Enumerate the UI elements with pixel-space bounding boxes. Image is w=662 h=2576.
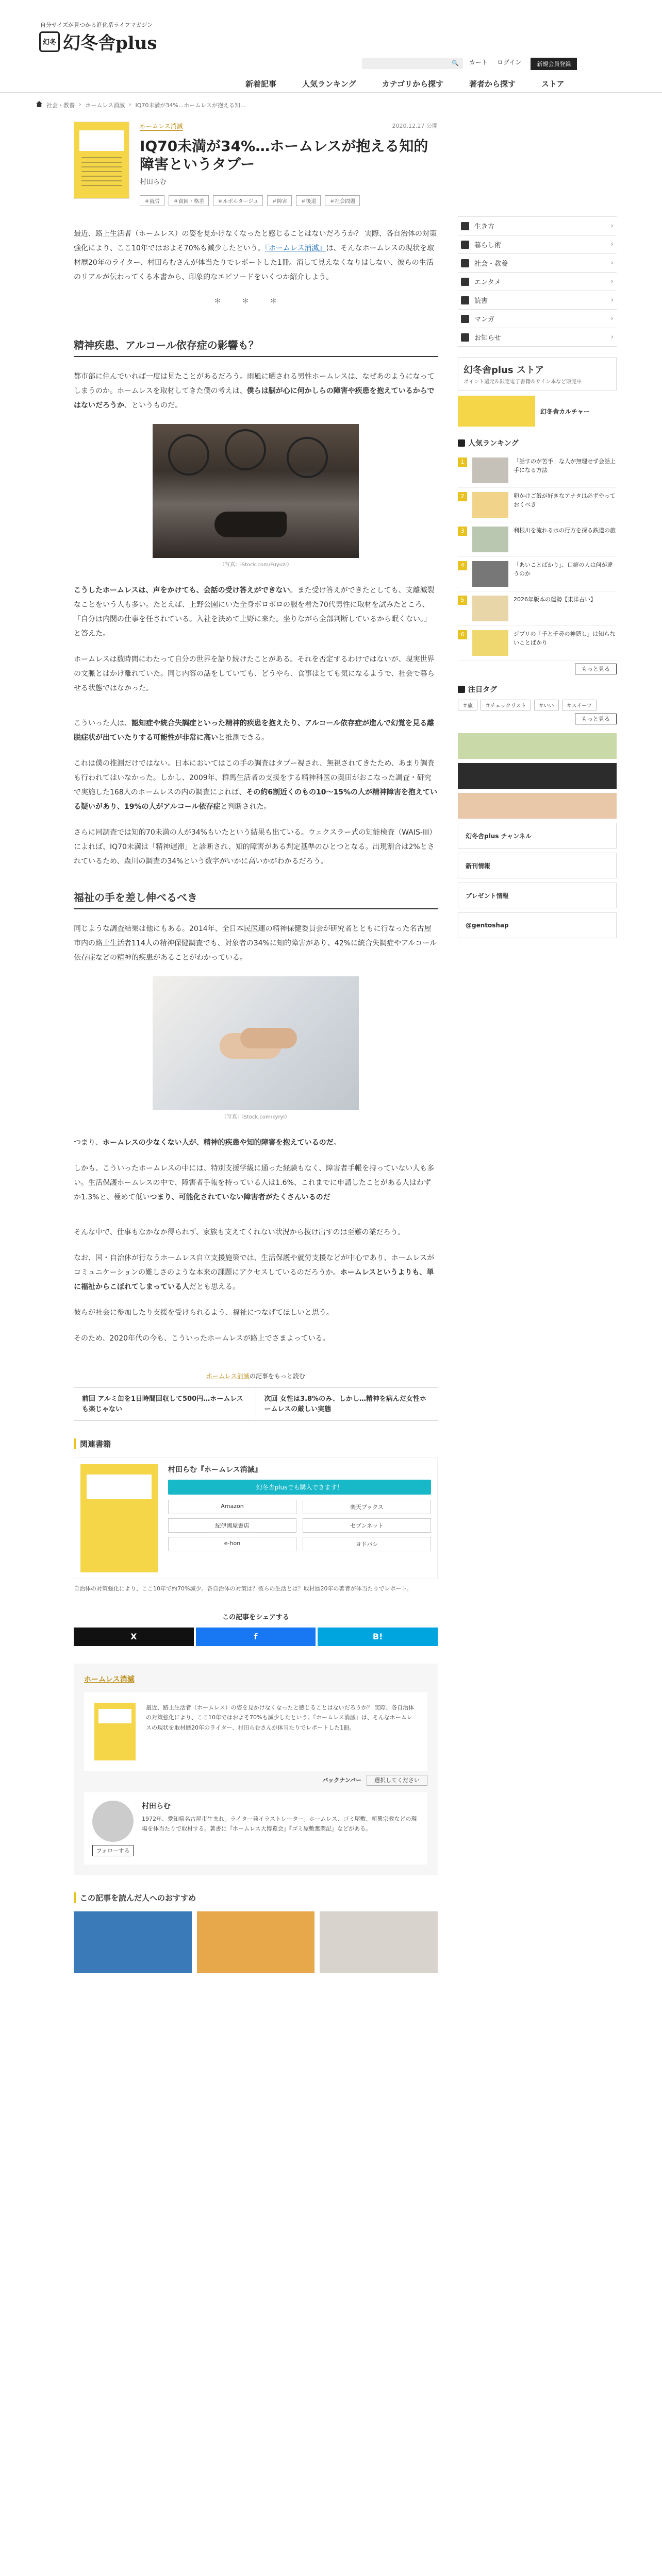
paragraph: これは僕の推測だけではない。日本においてはこの手の調査はタブー視され、無視されてきたため、あまり調査も行われてはいなかった。しかし、2009年、群馬生活者の支援をする精神科医の奥田がおこなった調査・研究で実施した168人のホームレスの内の調査によれば、その約6割近くのもの10〜15%の人が精神障害を抱えている疑いがあり、19%の人がアルコール依存症と判断された。 [74, 759, 438, 811]
category-icon [461, 278, 469, 286]
store-links [168, 1500, 431, 1551]
nav-ranking[interactable]: 人気ランキング [302, 79, 356, 89]
paragraph: 同じような調査結果は他にもある。2014年、全日本民医連の精神保健委員会が研究者とともに行なった名古屋市内の路上生活者114人の精神保健調査でも、対象者の34%に知的障害があり、42%に統合失調症やアルコール依存症などの精神的疾患があることがわかっている。 [74, 925, 437, 962]
share-label: この記事をシェアする [222, 1613, 289, 1621]
paragraph: こういった人は、認知症や統合失調症といった精神的疾患を抱えたり、アルコール依存症が進んで幻覚を見る離脱症状が出ていたりする可能性が非常に高いと推測できる。 [74, 719, 435, 742]
author-name[interactable]: 村田らむ [142, 1802, 171, 1810]
section-heading: 福祉の手を差し伸べるべき [74, 889, 438, 909]
nav-store[interactable]: ストア [541, 79, 565, 89]
global-nav [242, 78, 568, 89]
breadcrumb-item: IQ70未満が34%...ホームレスが抱える知... [135, 102, 246, 109]
book-cover-image[interactable] [74, 122, 129, 199]
tags-more-button[interactable]: もっと見る [458, 715, 617, 723]
ranking-list [458, 453, 617, 660]
category-icon [461, 315, 469, 323]
category-item[interactable]: お知らせ › [458, 328, 617, 347]
paragraph: ホームレスは数時間にわたって自分の世界を語り続けたことがある。それを否定するわけではないが、現実世界の文脈とはかけ離れていた。同じ内容の話をしていても、どうやら、食事はとても気になるようで、社会で暮らせる状態ではなかった。 [74, 655, 435, 692]
recommended-thumb[interactable] [320, 1911, 438, 1973]
series-box [74, 1664, 438, 1875]
store-link[interactable]: e-hon [168, 1537, 296, 1551]
article-photo-hands [153, 976, 359, 1110]
share-facebook-button[interactable]: f [196, 1628, 316, 1646]
series-link[interactable]: ホームレス消滅 [140, 123, 183, 130]
paragraph: 最近、路上生活者（ホームレス）の姿を見かけなくなったと感じることはないだろうか？ 実際、各自治体の対策強化により、ここ10年ではおよそ70%も減少したという。『ホームレス消滅』は、そんなホームレスの現状を取材歴20年のライター、村田らむさんが体当たりでレポートした1冊。消して見えなくなりはしない、彼らの生活のリアルが伝わってくる本書から、印象的なエピソードをいくつか紹介しよう。 [74, 230, 437, 281]
ranking-item[interactable]: 3 利根川を流れる水の行方を探る鉄道の旅 [458, 522, 617, 557]
tag[interactable]: ＃後退 [296, 195, 321, 206]
store-link[interactable]: 紀伊國屋書店 [168, 1518, 296, 1533]
ranking-item[interactable]: 1 「話すのが苦手」な人が無理せず会話上手になる方法 [458, 453, 617, 488]
tags-heading: 注目タグ [458, 684, 617, 694]
header-links [469, 58, 577, 70]
related-book-cover[interactable] [80, 1464, 158, 1572]
section-heading: 精神疾患、アルコール依存症の影響も？ [74, 337, 438, 357]
new-release-banner[interactable]: 新刊情報 [458, 853, 617, 878]
promo-banner[interactable] [458, 763, 617, 789]
backnumber: バックナンバー 選択してください [84, 1776, 427, 1784]
related-book-description: 自治体の対策強化により、ここ10年で約70%減少。各自治体の対策は？彼らの生活とは？取材歴20年の著者が体当たりでレポート。 [74, 1585, 412, 1592]
store-link[interactable]: ヨドバシ [303, 1537, 431, 1551]
follow-button[interactable]: フォローする [92, 1845, 134, 1856]
channel-banner[interactable]: 幻冬舎plus チャンネル [458, 823, 617, 849]
tag[interactable]: ＃いい [534, 700, 559, 710]
culture-banner[interactable]: 幻冬舎カルチャー [458, 396, 617, 427]
article-hero [74, 122, 438, 206]
share-bookmark-button[interactable]: B! [318, 1628, 438, 1646]
series-description: 最近、路上生活者（ホームレス）の姿を見かけなくなったと感じることはないだろうか？ 実際、各自治体の対策強化により、ここ10年ではおよそ70%も減少したという。『ホームレス消滅』は、そんなホームレスの現状を取材歴20年のライター、村田らむさんが体当たりでレポートした1冊。 [146, 1704, 415, 1732]
photo-caption: （写真：iStock.com/kyryl） [221, 1114, 290, 1120]
store-banner[interactable]: 幻冬舎plus ストア ポイント還元＆限定電子書籍＆サイン本など販売中 [458, 357, 617, 391]
share-x-button[interactable]: X [74, 1628, 194, 1646]
tag[interactable]: ＃社会問題 [325, 195, 360, 206]
paragraph: なお、国・自治体が行なうホームレス自立支援施策では、生活保護や就労支援などが中心であり、ホームレスがコミュニケーションの難しさのような本来の課題にアクセスしているのだろうか。ホームレスというよりも、単に福祉からこぼれてしまっている人だとも思える。 [74, 1254, 435, 1291]
site-logo[interactable] [39, 29, 157, 54]
recommended-thumb[interactable] [197, 1911, 315, 1973]
category-icon [461, 241, 469, 249]
author-avatar [92, 1801, 134, 1842]
article-pager [74, 1387, 438, 1421]
login-link[interactable]: ログイン [497, 59, 522, 66]
tag[interactable]: ＃就労 [140, 195, 164, 206]
article-tags [140, 195, 428, 206]
buy-plus-button[interactable]: 幻冬舎plusでも購入できます！ [168, 1480, 431, 1495]
article-body [74, 227, 438, 1346]
readers-heading: この記事を読んだ人へのおすすめ [74, 1892, 438, 1903]
series-cover[interactable] [94, 1703, 136, 1760]
ranking-item[interactable]: 5 2026年版本の運勢【東洋占い】 [458, 591, 617, 626]
promo-banner[interactable] [458, 733, 617, 759]
category-icon [461, 259, 469, 267]
home-icon[interactable] [36, 101, 42, 107]
category-icon [461, 333, 469, 342]
book-link[interactable]: 『ホームレス消滅』 [264, 244, 326, 252]
category-item[interactable]: 社会・教養 › [458, 254, 617, 273]
cart-link[interactable]: カート [469, 59, 488, 66]
category-item[interactable]: エンタメ › [458, 273, 617, 291]
next-article-link[interactable]: 次回 女性は3.8%のみ、しかし…精神を病んだ女性ホームレスの厳しい実態 [264, 1395, 426, 1413]
search-input[interactable] [362, 58, 463, 69]
ranking-item[interactable]: 2 卵かけご飯が好きなアナタは必ずやっておくべき [458, 488, 617, 522]
nav-category[interactable]: カテゴリから探す [382, 79, 443, 89]
search-icon[interactable]: 🔍 [452, 60, 459, 66]
tag[interactable]: ＃旅 [458, 700, 477, 710]
paragraph: 都市部に住んでいれば一度は見たことがあるだろう。雨風に晒される男性ホームレスは、なぜあのようになってしまうのか。ホームレスを取材してきた僕の考えは、僕らは脳が心に何かしらの障害や疾患を抱えているからではないだろうか、というものだ。 [74, 372, 435, 410]
store-link[interactable]: セブンネット [303, 1518, 431, 1533]
sidebar [458, 216, 617, 938]
logo-mark-icon: 幻冬 [39, 31, 60, 52]
category-list [458, 216, 617, 347]
paragraph: つまり、ホームレスの少なくない人が、精神的疾患や知的障害を抱えているのだ。 [74, 1139, 341, 1147]
series-box-title[interactable]: ホームレス消滅 [84, 1675, 135, 1684]
related-book-title[interactable]: 村田らむ『ホームレス消滅』 [168, 1466, 262, 1474]
prev-article-link[interactable]: 前回 アルミ缶を1日時間回収して500円…ホームレスも楽じゃない [74, 1388, 256, 1420]
tag[interactable]: ＃スイーツ [562, 700, 597, 710]
category-item[interactable]: 生き方 › [458, 217, 617, 235]
ranking-item[interactable]: 4 「あいことばかり」、口癖の人は何が違うのか [458, 557, 617, 591]
ranking-more-button[interactable]: もっと見る [458, 665, 617, 673]
tag[interactable]: ＃障害 [267, 195, 292, 206]
tag-cloud [458, 700, 617, 710]
crown-icon [458, 439, 465, 447]
breadcrumb: 社会・教養 › ホームレス消滅 › IQ70未満が34%...ホームレスが抱える知... [36, 101, 245, 109]
register-button[interactable]: 新規会員登録 [531, 58, 577, 70]
article-author[interactable]: 村田らむ [140, 178, 167, 186]
related-book [74, 1458, 438, 1579]
author-box [84, 1792, 427, 1865]
site-tagline: 自分サイズが見つかる進化系ライフマガジン [40, 22, 153, 28]
ranking-heading: 人気ランキング [458, 438, 617, 448]
recommended-thumb[interactable] [74, 1911, 192, 1973]
photo-caption: （写真：iStock.com/Fuyuzi） [219, 562, 292, 568]
category-item[interactable]: 読書 › [458, 291, 617, 310]
category-icon [461, 222, 469, 230]
series-more-link[interactable]: ホームレス消滅の記事をもっと読む [206, 1372, 305, 1380]
paragraph: そのため、2020年代の今も、こういったホームレスが路上でさまよっている。 [74, 1334, 330, 1343]
logo-text: 幻冬舎plus [63, 33, 157, 54]
category-item[interactable]: 暮らし術 › [458, 235, 617, 254]
recommended-articles [74, 1911, 438, 1973]
share-buttons [74, 1628, 438, 1646]
paragraph: そんな中で、仕事もなかなか得られず、家族も支えてくれない状況から抜け出すのは至難の業だろう。 [74, 1228, 405, 1236]
present-banner[interactable]: プレゼント情報 [458, 883, 617, 908]
backnumber-select[interactable]: 選択してください [367, 1775, 427, 1786]
nav-author[interactable]: 著者から探す [469, 79, 516, 89]
social-banner[interactable]: @gentoshap [458, 912, 617, 938]
paragraph: さらに同調査では知的70未満の人が34%もいたという結果も出ている。ウェクスラー式の知能検査（WAIS-III）によれば、IQ70未満は「精神遅滞」と診断され、知的障害がある判定基準のひとつとなる。出現割合は2%とされているため、森川の調査の34%という数字がいかに高いかがわかるだろう。 [74, 828, 437, 866]
tag[interactable]: ＃ルポルタージュ [213, 195, 263, 206]
paragraph: 彼らが社会に参加したり支援を受けられるよう、福祉につなげてほしいと思う。 [74, 1309, 334, 1317]
article-photo-street [153, 424, 359, 558]
store-link[interactable]: Amazon [168, 1500, 296, 1514]
related-heading: 関連書籍 [74, 1438, 438, 1449]
author-bio: 1972年、愛知県名古屋市生まれ。ライター兼イラストレーター。ホームレス、ゴミ屋敷、新興宗教などの現場を体当たりで取材する。著書に『ホームレス大博覧会』『ゴミ屋敷奮闘記』などがある。 [142, 1815, 417, 1833]
publish-date: 2020.12.27 公開 [392, 123, 438, 129]
paragraph: こうしたホームレスは、声をかけても、会話の受け答えができない。また受け答えができたとしても、支離滅裂なことをいう人も多い。たとえば、上野公園にいた全身ボロボロの服を着た70代男性に取材を試みたところ、「自分は内閣の仕事を任されている。入社を決めて上野に来た。坐りながら全部判断しているから眠くない。」と答えた。 [74, 586, 435, 638]
breadcrumb-item[interactable]: ホームレス消滅 [85, 102, 125, 109]
article-title: IQ70未満が34%…ホームレスが抱える知的障害というタブー [140, 138, 428, 173]
breadcrumb-item[interactable]: 社会・教養 [46, 102, 75, 109]
store-link[interactable]: 楽天ブックス [303, 1500, 431, 1514]
category-icon [461, 296, 469, 304]
ranking-item[interactable]: 6 ジブリの「千と千尋の神隠し」は知らないことばかり [458, 626, 617, 660]
tag[interactable]: ＃貧困・格差 [169, 195, 209, 206]
separator: ＊＊＊ [214, 297, 297, 306]
article-main [74, 122, 438, 1973]
promo-banner[interactable] [458, 793, 617, 819]
category-item[interactable]: マンガ › [458, 310, 617, 328]
tag[interactable]: ＃チェックリスト [481, 700, 531, 710]
paragraph: しかも、こういったホームレスの中には、特別支援学級に通った経験もなく、障害者手帳を持っていない人も多い。生活保護ホームレスの中で、障害者手帳を持っている人は1.6%、これまでに申請したことがある人はわずか1.3%と、極めて低いつまり、可能化されていない障害者がたくさんいるのだ [74, 1164, 435, 1201]
nav-new[interactable]: 新着記事 [245, 79, 277, 89]
tag-icon [458, 686, 465, 693]
